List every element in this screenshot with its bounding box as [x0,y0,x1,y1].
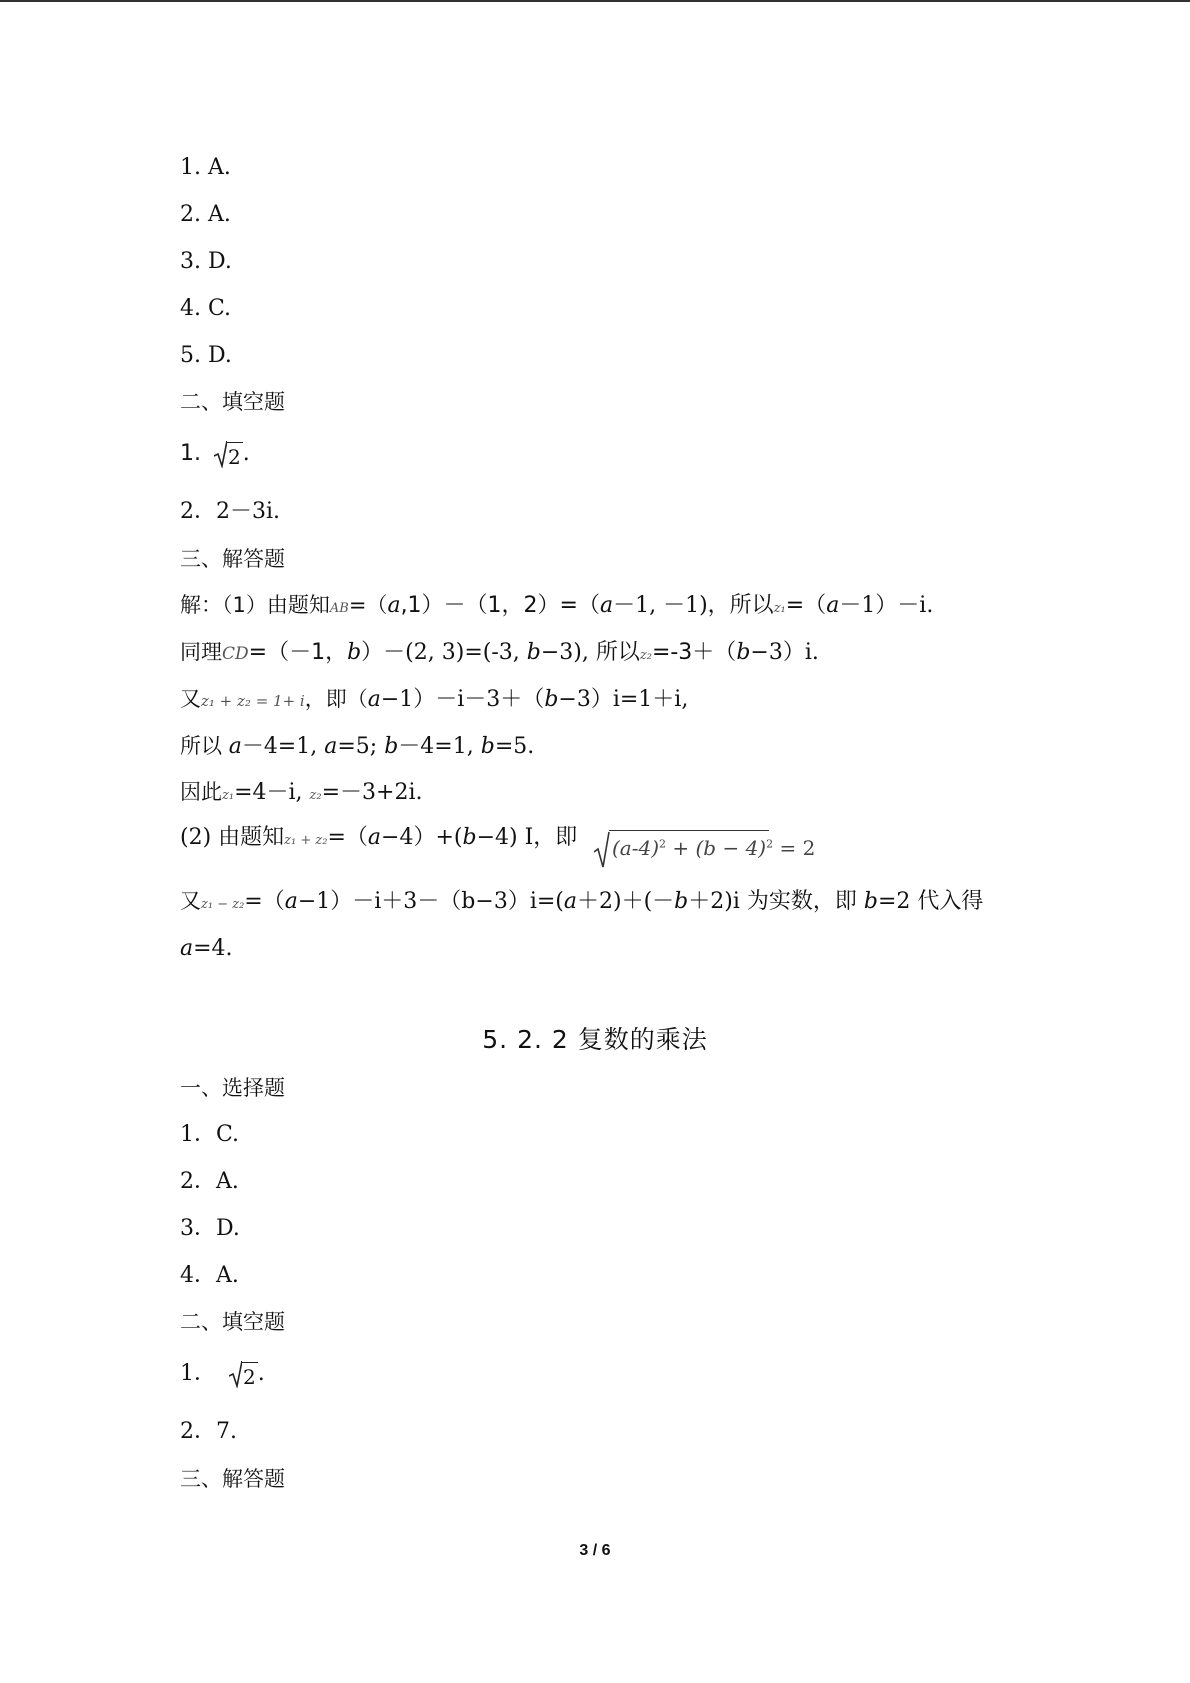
text: =（－1， [248,640,348,665]
text: ）－(2, 3)=(-3, [361,640,527,665]
text: 解：（1）由题知 [180,593,330,617]
variable: a [367,825,382,850]
variable: a [180,936,194,961]
sqrt-expression [229,1362,258,1391]
answer-line: 2．A. [180,1169,239,1194]
section-heading: 二、填空题 [180,1310,285,1334]
sum-symbol: z₁ + z₂ [284,833,328,848]
variable: a [563,889,577,914]
section-title: 5. 2. 2 复数的乘法 [482,1025,708,1054]
variable: a [367,687,381,712]
text: −1）－i－3＋（ [380,687,545,712]
section-heading: 三、解答题 [180,1467,285,1491]
fill-answer-2: 2．7. [180,1419,237,1444]
solution-line-8 [180,935,233,963]
answer-line: 5. D. [180,343,232,368]
root-term: (a-4) [612,836,660,860]
exponent: 2 [766,837,774,851]
answer-line: 2. A. [180,202,231,227]
text: =4. [193,936,233,961]
text: =-3＋（ [651,640,737,665]
section-heading: 一、选择题 [180,1076,285,1100]
vector-ab: AB [329,601,349,616]
solution-line-1 [180,591,933,623]
text: =（ [244,889,285,914]
text: =2 代入得 [877,889,984,914]
root-rhs: = 2 [773,836,816,860]
text: =（ [785,593,827,618]
section-heading: 三、解答题 [180,547,285,571]
solution-line-2 [180,638,819,670]
variable: b [462,825,477,850]
variable: b [863,889,878,914]
difference-symbol: z₁ − z₂ [201,897,245,912]
text: −1）－i＋3－（b−3）i=( [297,889,564,914]
variable: a [599,593,614,618]
variable: b [384,734,399,759]
sqrt-radicand: 2 [241,1362,258,1391]
text: ＋2)＋(－ [577,889,675,914]
text: ，即（ [304,687,368,711]
text: =（ [348,593,388,617]
text: −4）+( [381,825,463,850]
text: 又 [180,687,201,711]
text: －1）－i. [839,593,934,618]
solution-line-6 [180,824,577,855]
variable: b [544,687,559,712]
text: －4=1, [398,734,481,759]
fill-answer-2: 2．2－3i. [180,499,281,524]
sum-equation: z₁ + z₂ = 1+ i [201,692,305,710]
vector-cd: CD [222,644,249,664]
text: 所以 [180,734,229,758]
variable: b [736,640,751,665]
top-rule [0,0,1190,2]
text: =－3+2i. [321,780,423,805]
sqrt-radicand: 2 [226,442,243,471]
z1-symbol: z₁ [773,601,786,616]
variable: a [387,593,401,618]
section-heading: 二、填空题 [180,390,285,414]
text: 因此 [180,780,222,804]
text: −3), 所以 [540,640,640,665]
fill-answer-1: 1. 2. [180,441,250,469]
z1-symbol: z₁ [222,788,235,803]
item-number: 1. [180,441,201,466]
answer-line: 4. C. [180,296,232,321]
page-number: 3 / 6 [579,1542,611,1559]
variable: a [284,889,298,914]
solution-line-7 [180,887,983,919]
variable: a [228,734,242,759]
root-term: + (b − 4) [666,836,767,860]
text: 同理 [180,640,222,664]
z2-symbol: z₂ [639,648,652,663]
text: －4=1, [241,734,325,759]
solution-line-4 [180,732,534,761]
text: −3）i=1＋i, [558,687,689,712]
variable: b [674,889,689,914]
text: ＋2)i 为实数，即 [688,889,864,914]
text: －1, －1)，所以 [613,593,774,618]
text: 又 [180,889,201,913]
text: =4－i, [234,780,310,805]
text: −4) I，即 [476,825,578,850]
answer-line: 1. A. [180,155,231,180]
variable: b [347,640,362,665]
answer-line: 3. D. [180,249,232,274]
text: (2) 由题知 [180,825,285,850]
variable: a [324,734,338,759]
text: ,1）－（1，2）=（ [400,593,600,618]
sqrt-expression [214,442,243,471]
variable: b [480,734,495,759]
text: =5. [494,734,535,759]
fill-answer-1: 1． 2. [180,1361,265,1389]
text: =（ [327,825,368,850]
solution-line-5 [180,778,423,810]
exponent: 2 [659,837,667,851]
solution-line-3 [180,685,688,715]
text: =5; [337,734,385,759]
variable: a [826,593,840,618]
answer-line: 1．C. [180,1122,240,1147]
text: −3）i. [750,640,819,665]
item-number: 1． [180,1361,216,1386]
z2-symbol: z₂ [309,788,322,803]
variable: b [526,640,541,665]
answer-line: 3．D. [180,1216,240,1241]
answer-line: 4．A. [180,1263,239,1288]
